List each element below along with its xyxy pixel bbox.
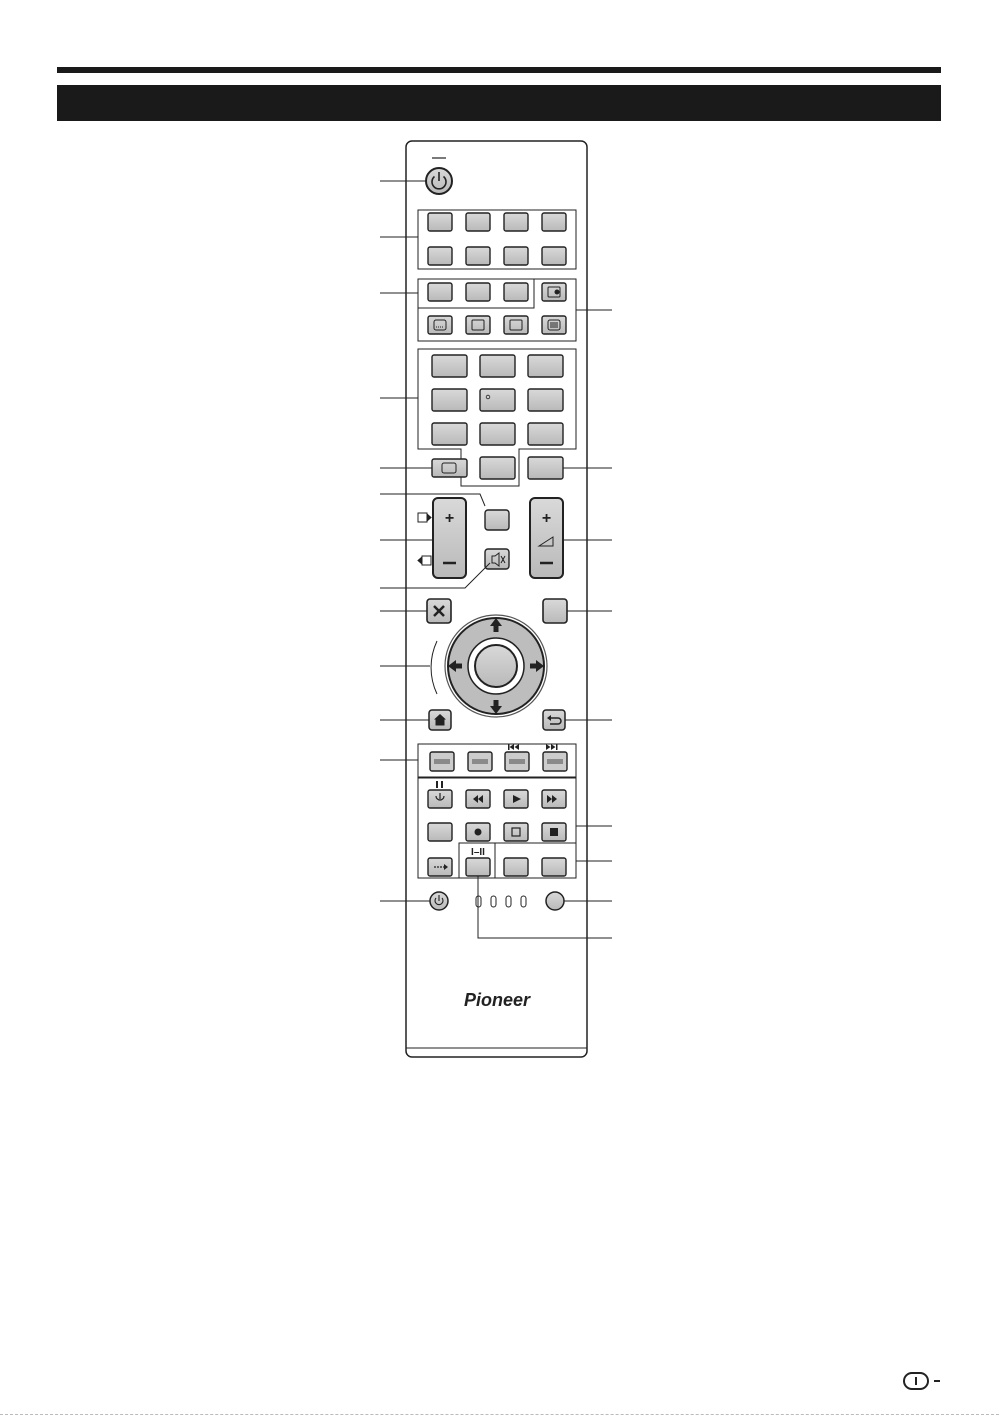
device-power-button[interactable] bbox=[430, 892, 448, 910]
previous-channel-button[interactable] bbox=[528, 457, 563, 479]
mode-button[interactable] bbox=[485, 510, 509, 530]
svg-text:+: + bbox=[444, 510, 455, 527]
input-switch-mark: I–II bbox=[471, 847, 485, 858]
mute-button[interactable] bbox=[485, 549, 509, 569]
menu-button[interactable] bbox=[543, 599, 567, 623]
bottom-trim-line bbox=[0, 1414, 999, 1416]
function-buttons[interactable] bbox=[428, 283, 528, 301]
channel-rocker[interactable] bbox=[433, 498, 466, 578]
svg-text:+: + bbox=[541, 510, 552, 527]
exit-button[interactable] bbox=[427, 599, 451, 623]
round-function-button[interactable] bbox=[546, 892, 564, 910]
info-button[interactable] bbox=[432, 459, 467, 477]
volume-rocker[interactable] bbox=[530, 498, 563, 578]
ok-button[interactable] bbox=[475, 645, 517, 687]
brand-logo: Pioneer bbox=[463, 990, 531, 1010]
language-tab-icon bbox=[903, 1372, 929, 1390]
return-button[interactable] bbox=[543, 710, 565, 730]
page-number-dash bbox=[934, 1380, 940, 1382]
home-button[interactable] bbox=[429, 710, 451, 730]
